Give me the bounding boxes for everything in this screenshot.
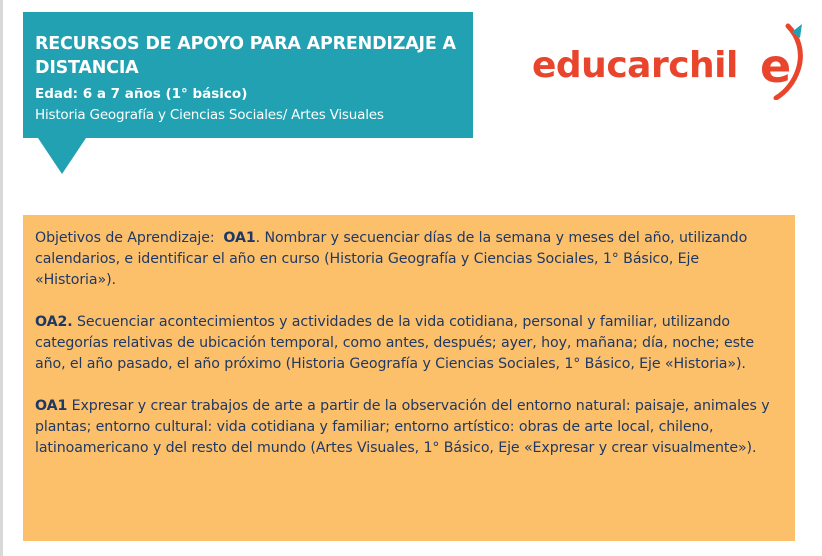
logo-mark-letter: e xyxy=(760,39,792,93)
objective-code: OA1 xyxy=(223,230,256,246)
header-age-range: Edad: 6 a 7 años (1° básico) xyxy=(35,86,248,102)
objective-text: Secuenciar acontecimientos y actividades de la vida cotidiana, personal y familiar, utilizando categorías relativas de ubicación temporal, como antes, después; ayer, hoy, mañana; día, noche; este año, el año pasado, el año próximo (Historia Geografía y Ciencias Sociales, 1° Básico, Eje «Historia»). xyxy=(35,314,755,372)
objective-text: Expresar y crear trabajos de arte a partir de la observación del entorno natural: paisaje, animales y plantas; entorno cultural: vida cotidiana y familiar; entorno artístico: obras de arte local, chileno, latinoamericano y del resto del mundo (Artes Visuales, 1° Básico, Eje «Expresar y crear visualmente»). xyxy=(35,398,770,456)
educarchile-logo xyxy=(532,22,812,102)
learning-objectives-box xyxy=(23,215,795,541)
objective-paragraph-2 xyxy=(35,312,783,375)
objectives-intro-label: Objetivos de Aprendizaje: xyxy=(35,230,215,246)
header-pointer-shape xyxy=(38,138,86,174)
resource-header xyxy=(23,12,473,138)
left-margin-rule xyxy=(0,0,3,556)
logo-wordmark: educarchil xyxy=(532,45,738,86)
objective-text: . Nombrar y secuenciar días de la semana y meses del año, utilizando calendarios, e identificar el año en curso (Historia Geografía y Ciencias Sociales, 1° Básico, Eje «Historia»). xyxy=(35,230,748,288)
header-subject: Historia Geografía y Ciencias Sociales/ Artes Visuales xyxy=(35,107,384,123)
objective-paragraph-3 xyxy=(35,396,783,459)
objective-code: OA2. xyxy=(35,314,73,330)
objective-code: OA1 xyxy=(35,398,68,414)
header-title: RECURSOS DE APOYO PARA APRENDIZAJE A DISTANCIA xyxy=(35,34,456,78)
objective-paragraph-1 xyxy=(35,228,783,291)
logo-e-swoosh-icon xyxy=(758,22,810,100)
